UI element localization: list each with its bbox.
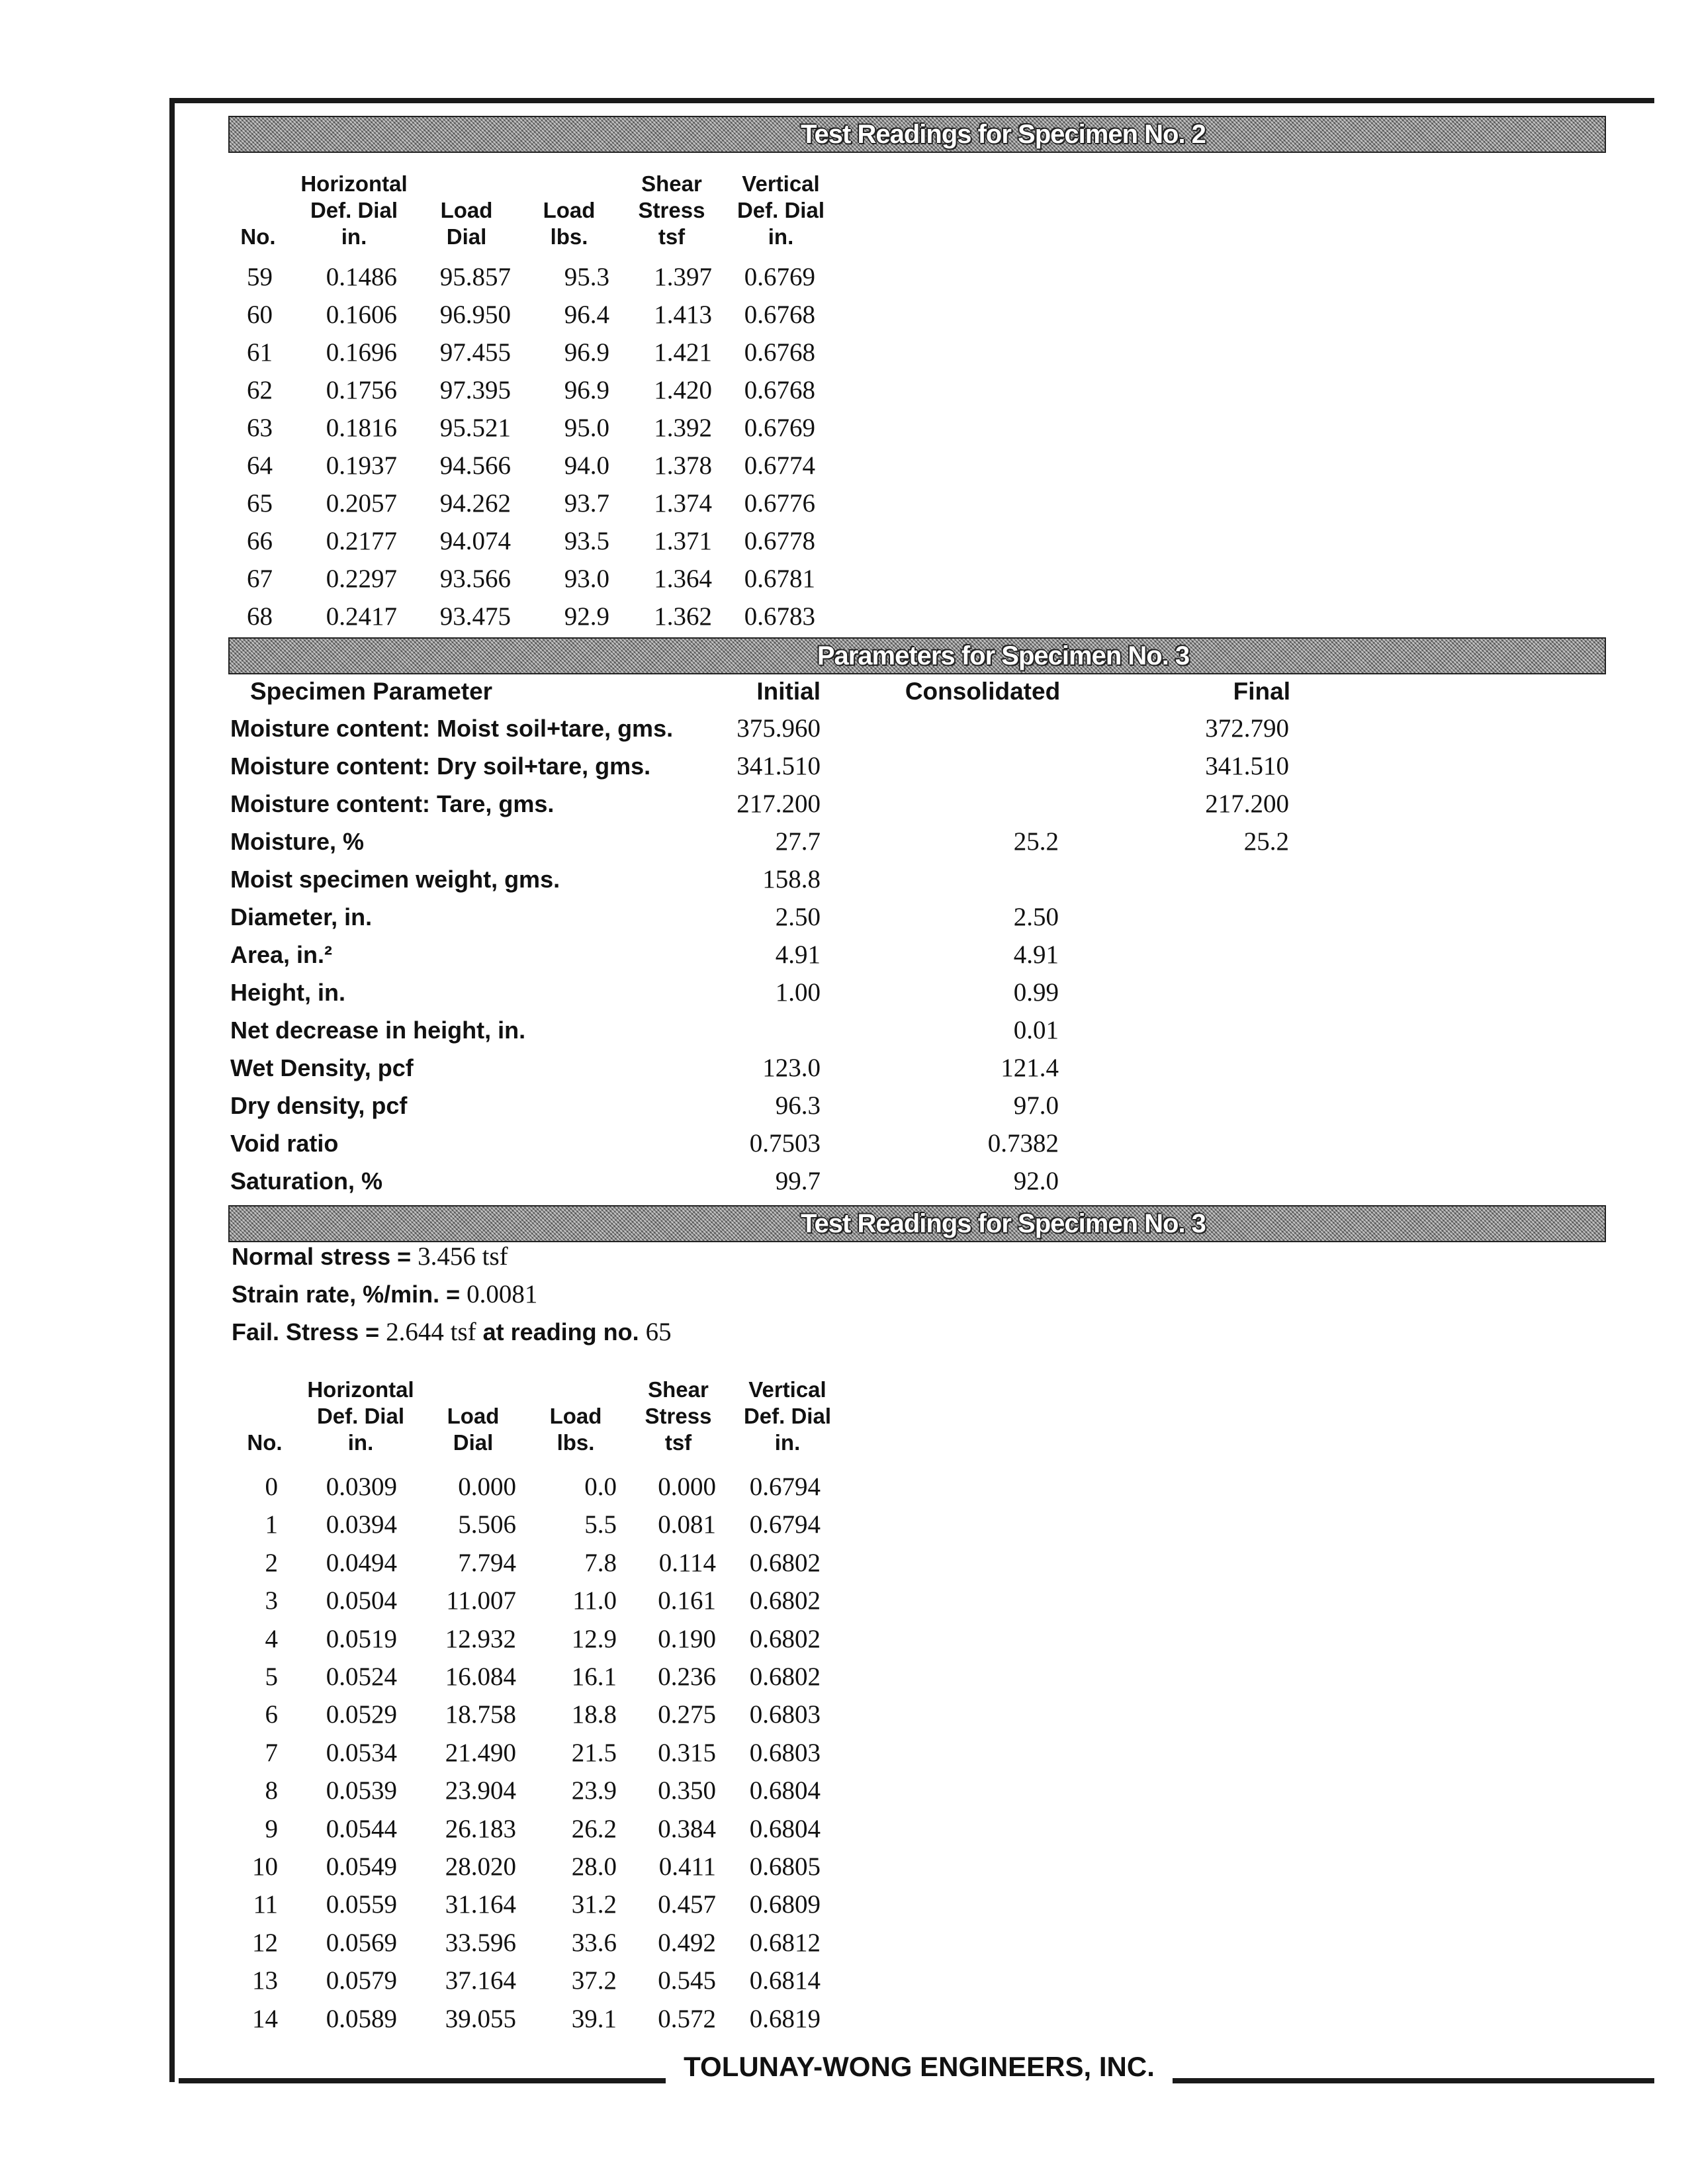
table-cell: 0.6794 [749, 1473, 821, 1501]
table-cell: 39.1 [571, 2004, 617, 2033]
table-cell: 0.190 [658, 1624, 716, 1653]
table-cell: 0.1816 [326, 414, 397, 442]
table-cell: 96.4 [564, 300, 609, 329]
table-cell: 33.596 [445, 1928, 516, 1957]
fail-stress-note [232, 1313, 672, 1351]
table-cell: 0 [265, 1473, 278, 1501]
parameter-value-initial: 96.3 [775, 1091, 821, 1120]
table-cell: 0.6769 [744, 414, 815, 442]
table-row [0, 522, 1694, 560]
parameter-value-initial: 4.91 [775, 940, 821, 969]
table-cell: 1 [265, 1510, 278, 1539]
parameter-value-initial: 99.7 [775, 1167, 821, 1195]
parameter-value-initial: 0.7503 [749, 1129, 821, 1158]
page-frame-bottom-left [179, 2078, 666, 2083]
table-cell: 95.0 [564, 414, 609, 442]
table-cell: 0.1606 [326, 300, 397, 329]
table-cell: 23.904 [445, 1776, 516, 1805]
table-cell: 8 [265, 1776, 278, 1805]
param-header-consolidated: Consolidated [905, 678, 1061, 705]
param-header-final: Final [1233, 678, 1290, 705]
table-cell: 0.0544 [326, 1814, 397, 1843]
table-cell: 2 [265, 1548, 278, 1577]
table-cell: 0.6814 [749, 1966, 821, 1995]
section-bar-specimen2-readings [228, 116, 1606, 153]
parameter-row [230, 898, 1355, 936]
parameter-value-consolidated: 25.2 [1013, 827, 1059, 856]
table-cell: 0.315 [658, 1738, 716, 1767]
table-cell: 0.6809 [749, 1890, 821, 1919]
column-header: in. [768, 224, 794, 249]
parameter-value-final: 372.790 [1205, 714, 1289, 743]
column-header: Def. Dial [316, 1404, 405, 1428]
table-cell: 10 [252, 1852, 278, 1881]
table-cell: 68 [247, 602, 273, 631]
table-cell: 0.1937 [326, 451, 397, 480]
parameter-value-consolidated: 92.0 [1013, 1167, 1059, 1195]
parameter-value-initial: 27.7 [775, 827, 821, 856]
parameter-row [230, 1162, 1355, 1200]
table-cell: 23.9 [571, 1776, 617, 1805]
parameter-row [230, 936, 1355, 974]
table-cell: 94.0 [564, 451, 609, 480]
parameter-label: Area, in.² [230, 941, 333, 968]
parameter-label: Moisture content: Dry soil+tare, gms. [230, 752, 651, 780]
table-cell: 61 [247, 338, 273, 367]
table-cell: 0.6794 [749, 1510, 821, 1539]
column-header: lbs. [550, 224, 588, 249]
table-cell: 37.2 [571, 1966, 617, 1995]
table-cell: 4 [265, 1624, 278, 1653]
table-row [0, 1468, 1694, 1506]
parameter-label: Saturation, % [230, 1167, 383, 1195]
table-row [0, 484, 1694, 522]
parameter-row [230, 974, 1355, 1011]
table-cell: 0.0559 [326, 1890, 397, 1919]
parameter-row [230, 1011, 1355, 1049]
parameter-row [230, 823, 1355, 860]
parameter-row [230, 709, 1355, 747]
column-header: in. [774, 1430, 801, 1455]
parameter-value-final: 25.2 [1243, 827, 1289, 856]
table-cell: 33.6 [571, 1928, 617, 1957]
table-cell: 0.0 [584, 1473, 617, 1501]
normal-stress-value: 3.456 tsf [418, 1242, 508, 1271]
table-cell: 94.566 [439, 451, 511, 480]
parameter-label: Moist specimen weight, gms. [230, 866, 560, 893]
parameter-value-consolidated: 2.50 [1013, 903, 1059, 931]
table-cell: 1.374 [654, 489, 712, 518]
table-cell: 66 [247, 527, 273, 555]
table-cell: 0.350 [658, 1776, 716, 1805]
table-row [0, 1582, 1694, 1619]
fail-stress-value: 2.644 tsf [386, 1318, 476, 1346]
table-row [0, 1696, 1694, 1733]
parameter-value-initial: 1.00 [775, 978, 821, 1007]
table-cell: 0.6768 [744, 300, 815, 329]
parameter-label: Diameter, in. [230, 903, 373, 931]
table-cell: 26.2 [571, 1814, 617, 1843]
parameter-value-final: 341.510 [1205, 752, 1289, 780]
column-header: Stress [638, 198, 705, 222]
table-row [0, 1962, 1694, 1999]
table-cell: 0.6778 [744, 527, 815, 555]
table-cell: 31.2 [571, 1890, 617, 1919]
table-cell: 18.8 [571, 1700, 617, 1729]
table-cell: 92.9 [564, 602, 609, 631]
table-cell: 1.421 [654, 338, 712, 367]
parameter-label: Moisture content: Moist soil+tare, gms. [230, 715, 674, 742]
table-cell: 94.262 [439, 489, 511, 518]
column-header: Def. Dial [736, 198, 825, 222]
parameter-value-consolidated: 97.0 [1013, 1091, 1059, 1120]
parameter-value-consolidated: 0.7382 [987, 1129, 1059, 1158]
table-cell: 0.1486 [326, 263, 397, 291]
parameter-value-initial: 158.8 [762, 865, 821, 893]
table-cell: 39.055 [445, 2004, 516, 2033]
table-cell: 0.411 [658, 1852, 716, 1881]
table-cell: 0.0539 [326, 1776, 397, 1805]
parameter-label: Wet Density, pcf [230, 1054, 414, 1081]
fail-stress-label: Fail. Stress = [232, 1318, 386, 1345]
parameter-value-consolidated: 0.99 [1013, 978, 1059, 1007]
column-header: Dial [453, 1430, 494, 1455]
column-header: Dial [446, 224, 487, 249]
table-cell: 1.413 [654, 300, 712, 329]
table-cell: 7.794 [458, 1548, 516, 1577]
table-cell: 96.9 [564, 338, 609, 367]
section-title: Test Readings for Specimen No. 3 [801, 1209, 1206, 1238]
table-cell: 0.457 [658, 1890, 716, 1919]
table-cell: 0.6803 [749, 1738, 821, 1767]
table-cell: 0.1696 [326, 338, 397, 367]
table-cell: 65 [247, 489, 273, 518]
parameter-label: Void ratio [230, 1130, 339, 1157]
fail-reading-label: at reading no. [476, 1318, 646, 1345]
table-cell: 0.6781 [744, 565, 815, 593]
table-cell: 16.1 [571, 1662, 617, 1691]
table-cell: 0.0529 [326, 1700, 397, 1729]
param-header-parameter: Specimen Parameter [250, 678, 493, 705]
parameter-label: Height, in. [230, 979, 345, 1006]
column-header: No. [247, 1430, 283, 1455]
table-row [0, 560, 1694, 598]
column-header: Def. Dial [743, 1404, 832, 1428]
table-cell: 0.114 [658, 1548, 716, 1577]
column-header: Shear [641, 171, 702, 196]
table-row [0, 334, 1694, 371]
table-cell: 37.164 [445, 1966, 516, 1995]
page-frame-bottom-right [1173, 2078, 1654, 2083]
table-row [0, 1506, 1694, 1543]
parameter-row [230, 1087, 1355, 1124]
table-cell: 1.420 [654, 376, 712, 404]
normal-stress-note [232, 1238, 508, 1276]
table-row [0, 1620, 1694, 1658]
table-cell: 12.9 [571, 1624, 617, 1653]
table-cell: 0.0309 [326, 1473, 397, 1501]
table-cell: 11.007 [446, 1586, 516, 1615]
table-cell: 26.183 [445, 1814, 516, 1843]
column-header: tsf [658, 224, 686, 249]
table-cell: 0.0394 [326, 1510, 397, 1539]
table-cell: 95.857 [439, 263, 511, 291]
table-cell: 0.275 [658, 1700, 716, 1729]
table-cell: 1.397 [654, 263, 712, 291]
table-cell: 31.164 [445, 1890, 516, 1919]
table-cell: 12.932 [445, 1624, 516, 1653]
parameter-value-initial: 123.0 [762, 1054, 821, 1082]
column-header: Stress [645, 1404, 712, 1428]
table-cell: 0.0534 [326, 1738, 397, 1767]
parameter-value-initial: 217.200 [736, 790, 821, 818]
parameter-row [230, 747, 1355, 785]
table-row [0, 1886, 1694, 1923]
table-row [0, 371, 1694, 409]
column-header: Def. Dial [310, 198, 398, 222]
table-cell: 5.506 [458, 1510, 516, 1539]
table-row [0, 1658, 1694, 1696]
table-cell: 0.6802 [749, 1624, 821, 1653]
table-cell: 0.6769 [744, 263, 815, 291]
table-cell: 0.6783 [744, 602, 815, 631]
table-cell: 63 [247, 414, 273, 442]
table-cell: 3 [265, 1586, 278, 1615]
table-cell: 0.0579 [326, 1966, 397, 1995]
parameter-row [230, 785, 1355, 823]
table-cell: 14 [252, 2004, 278, 2033]
column-header: Shear [648, 1377, 709, 1402]
parameter-label: Net decrease in height, in. [230, 1017, 526, 1044]
table-cell: 59 [247, 263, 273, 291]
table-cell: 21.5 [571, 1738, 617, 1767]
table-cell: 16.084 [445, 1662, 516, 1691]
parameter-label: Moisture, % [230, 828, 365, 855]
table-row [0, 1848, 1694, 1886]
table-cell: 11 [253, 1890, 278, 1919]
column-header: Load [543, 198, 596, 222]
table-cell: 62 [247, 376, 273, 404]
table-cell: 28.0 [571, 1852, 617, 1881]
table-cell: 0.6802 [749, 1586, 821, 1615]
table-cell: 0.545 [658, 1966, 716, 1995]
parameter-label: Dry density, pcf [230, 1092, 408, 1119]
table-cell: 5.5 [584, 1510, 617, 1539]
parameter-row [230, 1124, 1355, 1162]
table-cell: 1.362 [654, 602, 712, 631]
table-cell: 1.378 [654, 451, 712, 480]
table-cell: 95.521 [439, 414, 511, 442]
section-bar-specimen3-readings [228, 1205, 1606, 1242]
table-cell: 0.0549 [326, 1852, 397, 1881]
table-cell: 0.236 [658, 1662, 716, 1691]
table-cell: 0.0524 [326, 1662, 397, 1691]
table-cell: 0.6803 [749, 1700, 821, 1729]
table-cell: 0.6768 [744, 338, 815, 367]
table-row [0, 1924, 1694, 1962]
strain-rate-note [232, 1275, 537, 1314]
column-header: tsf [664, 1430, 692, 1455]
table-cell: 95.3 [564, 263, 609, 291]
parameter-value-consolidated: 4.91 [1013, 940, 1059, 969]
table-cell: 7.8 [584, 1548, 617, 1577]
table-cell: 0.384 [658, 1814, 716, 1843]
table-cell: 1.371 [654, 527, 712, 555]
table-cell: 0.0504 [326, 1586, 397, 1615]
table-cell: 6 [265, 1700, 278, 1729]
parameter-row [230, 1049, 1355, 1087]
table-row [0, 447, 1694, 484]
table-cell: 0.0589 [326, 2004, 397, 2033]
table-row [0, 1772, 1694, 1809]
table-row [0, 409, 1694, 447]
table-cell: 0.2057 [326, 489, 397, 518]
table-cell: 0.6819 [749, 2004, 821, 2033]
table-cell: 0.161 [658, 1586, 716, 1615]
table-cell: 96.950 [439, 300, 511, 329]
column-header: Vertical [742, 171, 820, 196]
table-cell: 0.0569 [326, 1928, 397, 1957]
param-header-initial: Initial [756, 678, 821, 705]
table-cell: 0.6802 [749, 1548, 821, 1577]
parameter-value-initial: 341.510 [736, 752, 821, 780]
table-cell: 0.0519 [326, 1624, 397, 1653]
table-cell: 0.1756 [326, 376, 397, 404]
table-cell: 0.6804 [749, 1776, 821, 1805]
table-cell: 0.6812 [749, 1928, 821, 1957]
section-bar-specimen3-parameters [228, 637, 1606, 674]
table-cell: 93.7 [564, 489, 609, 518]
parameter-value-consolidated: 0.01 [1013, 1016, 1059, 1044]
column-header: in. [347, 1430, 374, 1455]
table-cell: 0.492 [658, 1928, 716, 1957]
section-title: Test Readings for Specimen No. 2 [801, 120, 1206, 149]
parameter-value-final: 217.200 [1205, 790, 1289, 818]
column-header: lbs. [557, 1430, 595, 1455]
table-cell: 11.0 [572, 1586, 617, 1615]
table-cell: 0.0494 [326, 1548, 397, 1577]
table-cell: 64 [247, 451, 273, 480]
table-cell: 7 [265, 1738, 278, 1767]
table-cell: 9 [265, 1814, 278, 1843]
table-cell: 93.5 [564, 527, 609, 555]
table-row [0, 296, 1694, 334]
table-cell: 1.364 [654, 565, 712, 593]
table-cell: 0.6774 [744, 451, 815, 480]
section-title: Parameters for Specimen No. 3 [817, 641, 1190, 670]
table-row [0, 1810, 1694, 1848]
parameter-value-consolidated: 121.4 [1001, 1054, 1059, 1082]
page-frame-top [169, 98, 1654, 103]
table-row [0, 1734, 1694, 1772]
table-cell: 0.6805 [749, 1852, 821, 1881]
table-cell: 0.6768 [744, 376, 815, 404]
parameter-value-initial: 2.50 [775, 903, 821, 931]
table-cell: 0.2417 [326, 602, 397, 631]
parameter-row [230, 860, 1355, 898]
company-footer: TOLUNAY-WONG ENGINEERS, INC. [684, 2051, 1155, 2082]
table-cell: 28.020 [445, 1852, 516, 1881]
table-cell: 0.6804 [749, 1814, 821, 1843]
table-cell: 5 [265, 1662, 278, 1691]
normal-stress-label: Normal stress = [232, 1243, 418, 1270]
column-header: Horizontal [307, 1377, 414, 1402]
column-header: Load [440, 198, 493, 222]
table-cell: 0.2297 [326, 565, 397, 593]
table-cell: 94.074 [439, 527, 511, 555]
table-cell: 0.6802 [749, 1662, 821, 1691]
table-cell: 18.758 [445, 1700, 516, 1729]
table-cell: 0.6776 [744, 489, 815, 518]
column-header: Vertical [748, 1377, 826, 1402]
table-row [0, 258, 1694, 296]
table-row [0, 2000, 1694, 2038]
parameter-label: Moisture content: Tare, gms. [230, 790, 555, 817]
table-row [0, 598, 1694, 635]
column-header: Load [447, 1404, 500, 1428]
strain-rate-label: Strain rate, %/min. = [232, 1281, 467, 1308]
column-header: in. [341, 224, 367, 249]
table-cell: 93.0 [564, 565, 609, 593]
table-cell: 21.490 [445, 1738, 516, 1767]
table-cell: 0.572 [658, 2004, 716, 2033]
table-cell: 13 [252, 1966, 278, 1995]
table-cell: 0.000 [658, 1473, 716, 1501]
table-cell: 97.455 [439, 338, 511, 367]
table-cell: 96.9 [564, 376, 609, 404]
column-header: Load [549, 1404, 602, 1428]
table-cell: 0.2177 [326, 527, 397, 555]
table-cell: 60 [247, 300, 273, 329]
column-header: Horizontal [300, 171, 408, 196]
parameter-value-initial: 375.960 [736, 714, 821, 743]
table-cell: 12 [252, 1928, 278, 1957]
column-header: No. [240, 224, 276, 249]
table-cell: 97.395 [439, 376, 511, 404]
table-cell: 0.000 [458, 1473, 516, 1501]
table-cell: 67 [247, 565, 273, 593]
table-cell: 1.392 [654, 414, 712, 442]
table-row [0, 1544, 1694, 1582]
strain-rate-value: 0.0081 [467, 1280, 538, 1308]
table-cell: 93.475 [439, 602, 511, 631]
fail-reading-value: 65 [645, 1318, 672, 1346]
table-cell: 0.081 [658, 1510, 716, 1539]
table-cell: 93.566 [439, 565, 511, 593]
